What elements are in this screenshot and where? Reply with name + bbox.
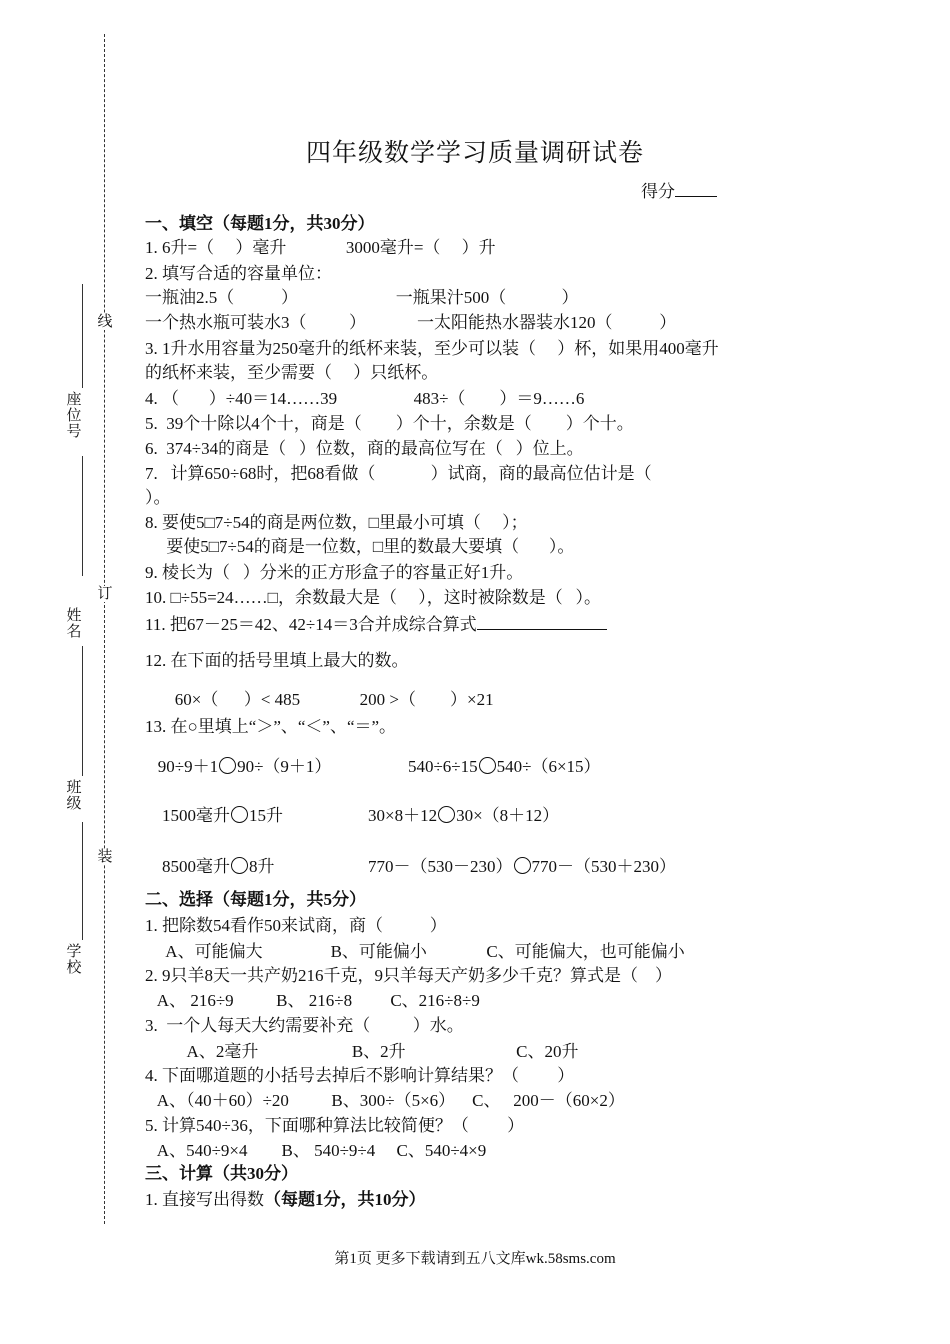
line-text: 三、计算（共30分） <box>145 1164 298 1183</box>
compare-left: 770－（530－230） <box>368 857 513 876</box>
line-text: 1. 直接写出得数 <box>145 1190 264 1209</box>
line-text: A、540÷9×4 B、 540÷9÷4 C、540÷4×9 <box>145 1141 487 1160</box>
question-line <box>145 513 528 533</box>
question-line <box>145 1091 625 1111</box>
compare-left: 1500毫升 <box>145 806 230 825</box>
line-text: A、 216÷9 B、 216÷8 C、216÷8÷9 <box>145 991 480 1010</box>
binding-word-zhuang: 装 <box>97 849 113 865</box>
compare-circle[interactable] <box>514 857 531 874</box>
seat-number-label: 座位号 <box>66 392 82 440</box>
line-text: 5. 计算540÷36，下面哪种算法比较简便？（ ） <box>145 1116 525 1135</box>
line-text: 1. 6升=（ ）毫升 3000毫升=（ ）升 <box>145 238 496 257</box>
question-line <box>145 313 676 333</box>
line-text: 7. 计算650÷68时，把68看做（ ）试商，商的最高位估计是（ <box>145 464 652 483</box>
compare-circle[interactable] <box>231 857 248 874</box>
compare-right: 8升 <box>249 857 275 876</box>
question-line <box>145 389 584 409</box>
compare-gap <box>275 857 369 876</box>
compare-left: 90÷9＋1 <box>145 757 219 776</box>
line-text: 2. 填写合适的容量单位： <box>145 264 332 283</box>
score-blank[interactable] <box>675 182 717 197</box>
question-line <box>145 1116 524 1136</box>
name-label: 姓名 <box>66 608 82 640</box>
question-line <box>145 966 672 986</box>
compare-left: 8500毫升 <box>145 857 230 876</box>
page-title: 四年级数学学习质量调研试卷 <box>305 138 644 167</box>
compare-circle[interactable] <box>231 806 248 823</box>
question-line <box>145 651 409 671</box>
line-text: 一个热水瓶可装水3（ ） 一太阳能热水器装水120（ ） <box>145 313 677 332</box>
line-text: 的纸杯来装，至少需要（ ）只纸杯。 <box>145 363 439 382</box>
question-line <box>145 916 447 936</box>
question-line <box>145 690 494 710</box>
line-text: 4. （ ）÷40＝14……39 483÷（ ）＝9……6 <box>145 389 585 408</box>
compare-right: 15升 <box>249 806 283 825</box>
question-line <box>145 363 438 383</box>
line-text: 3. 1升水用容量为250毫升的纸杯来装，至少可以装（ ）杯，如果用400毫升 <box>145 339 719 358</box>
score-field <box>641 177 717 202</box>
page-footer: 第1页 更多下载请到五八文库wk.58sms.com <box>334 1251 616 1267</box>
line-text: 2. 9只羊8天一共产奶216千克，9只羊每天产奶多少千克？算式是（ ） <box>145 966 672 985</box>
question-line <box>145 288 579 308</box>
question-line <box>145 942 685 962</box>
question-line <box>145 439 584 459</box>
compare-gap <box>283 806 368 825</box>
compare-right: 540÷（6×15） <box>496 757 601 776</box>
question-line <box>145 1141 486 1161</box>
question-line <box>145 563 523 583</box>
class-line[interactable] <box>82 646 83 776</box>
answer-blank[interactable] <box>477 613 607 630</box>
line-text: A、（40＋60）÷20 B、300÷（5×6） C、 200－（60×2） <box>145 1091 625 1110</box>
question-line <box>145 1042 579 1062</box>
question-line <box>145 414 634 434</box>
binding-word-xian: 线 <box>97 314 113 330</box>
question-line <box>145 757 601 777</box>
line-text: 8. 要使5□7÷54的商是两位数，□里最小可填（ ）； <box>145 513 528 532</box>
binding-word-ding: 订 <box>97 586 113 602</box>
compare-circle[interactable] <box>438 806 455 823</box>
compare-left: 540÷6÷15 <box>407 757 478 776</box>
compare-circle[interactable] <box>219 757 236 774</box>
line-text: 1. 把除数54看作50来试商，商（ ） <box>145 916 447 935</box>
question-line <box>145 806 559 826</box>
line-text: 要使5□7÷54的商是一位数，□里的数最大要填（ ）。 <box>145 537 575 556</box>
binding-dashed-line <box>104 34 105 1224</box>
compare-circle[interactable] <box>479 757 496 774</box>
question-line <box>145 588 601 608</box>
class-label: 班级 <box>66 780 82 812</box>
question-line <box>145 1066 574 1086</box>
line-text: 9. 棱长为（ ）分米的正方形盒子的容量正好1升。 <box>145 563 524 582</box>
line-text: 二、选择（每题1分，共5分） <box>145 890 366 909</box>
line-text: 13. 在○里填上“＞”、“＜”、“＝”。 <box>145 717 397 736</box>
line-text: 10. □÷55=24……□，余数最大是（ ），这时被除数是（ ）。 <box>145 588 601 607</box>
seat-number-line[interactable] <box>82 284 83 388</box>
question-line <box>145 339 719 359</box>
question-line <box>145 1016 464 1036</box>
question-line <box>145 1190 426 1210</box>
line-text: 60×（ ）< 485 200 >（ ）×21 <box>145 690 494 709</box>
question-line <box>145 613 607 635</box>
score-label: 得分 <box>641 182 675 201</box>
line-text: 12. 在下面的括号里填上最大的数。 <box>145 651 409 670</box>
question-line <box>145 857 676 877</box>
question-line <box>145 264 332 284</box>
line-text: 6. 374÷34的商是（ ）位数，商的最高位写在（ ）位上。 <box>145 439 584 458</box>
section-heading <box>145 890 366 910</box>
line-text: 11. 把67－25＝42、42÷14＝3合并成综合算式 <box>145 615 477 634</box>
line-text: 一瓶油2.5（ ） 一瓶果汁500（ ） <box>145 288 579 307</box>
line-text: 一、填空（每题1分，共30分） <box>145 214 375 233</box>
compare-gap <box>331 757 408 776</box>
compare-left: 30×8＋12 <box>368 806 438 825</box>
line-score-note: （每题1分，共10分） <box>264 1190 426 1209</box>
question-line <box>145 464 652 484</box>
line-text: ）。 <box>145 488 171 507</box>
section-heading <box>145 214 375 234</box>
line-text: A、2毫升 B、2升 C、20升 <box>145 1042 579 1061</box>
compare-right: 770－（530＋230） <box>531 857 676 876</box>
compare-right: 90÷（9＋1） <box>237 757 332 776</box>
question-line <box>145 488 171 508</box>
line-text: 4. 下面哪道题的小括号去掉后不影响计算结果？（ ） <box>145 1066 575 1085</box>
question-line <box>145 537 574 557</box>
school-label: 学校 <box>66 944 82 976</box>
section-heading <box>145 1164 298 1184</box>
question-line <box>145 238 496 258</box>
line-text: 3. 一个人每天大约需要补充（ ）水。 <box>145 1016 464 1035</box>
name-line[interactable] <box>82 456 83 576</box>
line-text: 5. 39个十除以4个十，商是（ ）个十，余数是（ ）个十。 <box>145 414 634 433</box>
question-line <box>145 717 396 737</box>
line-text: A、可能偏大 B、可能偏小 C、可能偏大，也可能偏小 <box>145 942 685 961</box>
compare-right: 30×（8＋12） <box>456 806 560 825</box>
school-line[interactable] <box>82 822 83 940</box>
question-line <box>145 991 480 1011</box>
